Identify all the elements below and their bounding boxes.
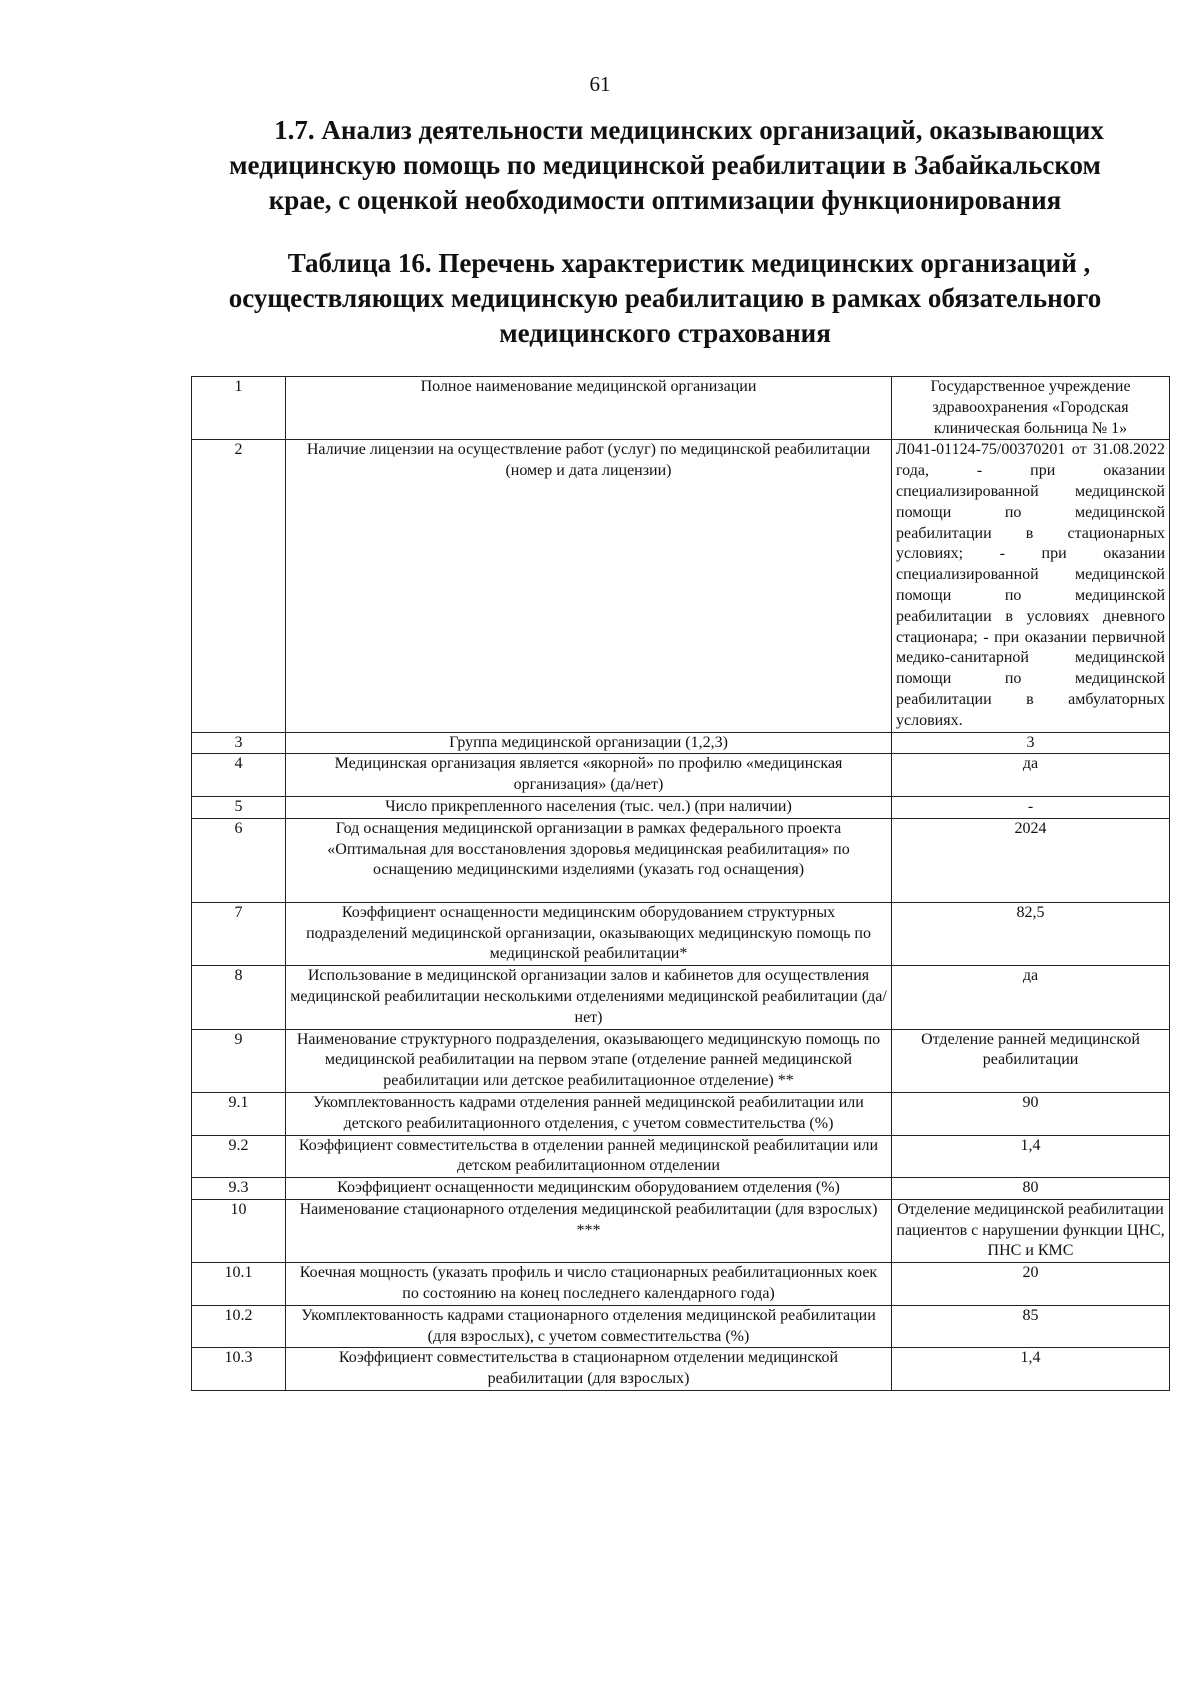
- row-label: Наименование структурного подразделения, оказывающего медицинскую помощь по медицинской реабилитации на первом этапе (отделение ранней медицинской реабилитации или детское реабилитационное отделение) **: [286, 1029, 892, 1092]
- row-label: Укомплектованность кадрами отделения ранней медицинской реабилитации или детского реабилитационного отделения, с учетом совместительства (%): [286, 1092, 892, 1135]
- row-label: Число прикрепленного населения (тыс. чел.) (при наличии): [286, 796, 892, 818]
- row-value: 82,5: [892, 902, 1170, 965]
- row-number: 9: [192, 1029, 286, 1092]
- row-number: 10.3: [192, 1348, 286, 1391]
- row-value: 90: [892, 1092, 1170, 1135]
- row-value: -: [892, 796, 1170, 818]
- characteristics-table: [191, 376, 1170, 1391]
- row-number: 10: [192, 1199, 286, 1262]
- table-row: [192, 440, 1170, 732]
- row-label: Наименование стационарного отделения медицинской реабилитации (для взрослых) ***: [286, 1199, 892, 1262]
- table-title: [200, 246, 1130, 351]
- row-label: Укомплектованность кадрами стационарного отделения медицинской реабилитации (для взрослых), с учетом совместительства (%): [286, 1305, 892, 1348]
- row-number: 5: [192, 796, 286, 818]
- table-row: [192, 1199, 1170, 1262]
- row-value: 3: [892, 732, 1170, 754]
- table-row: [192, 377, 1170, 440]
- row-value: Отделение медицинской реабилитации пациентов с нарушении функции ЦНС, ПНС и КМС: [892, 1199, 1170, 1262]
- table-row: [192, 1092, 1170, 1135]
- row-label: Коечная мощность (указать профиль и число стационарных реабилитационных коек по состоянию на конец последнего календарного года): [286, 1263, 892, 1306]
- row-value: 80: [892, 1178, 1170, 1200]
- row-number: 7: [192, 902, 286, 965]
- row-label: Полное наименование медицинской организации: [286, 377, 892, 440]
- row-label: Коэффициент совместительства в стационарном отделении медицинской реабилитации (для взрослых): [286, 1348, 892, 1391]
- row-label: Использование в медицинской организации залов и кабинетов для осуществления медицинской реабилитации несколькими отделениями медицинской реабилитации (да/нет): [286, 966, 892, 1029]
- table-row: [192, 1178, 1170, 1200]
- row-number: 3: [192, 732, 286, 754]
- row-value: 2024: [892, 818, 1170, 902]
- row-value: 1,4: [892, 1135, 1170, 1178]
- table-row: [192, 818, 1170, 902]
- row-value: 1,4: [892, 1348, 1170, 1391]
- row-label: Медицинская организация является «якорной» по профилю «медицинская организация» (да/нет): [286, 754, 892, 797]
- row-value: Л041-01124-75/00370201 от 31.08.2022 года, - при оказании специализированной медицинской помощи по медицинской реабилитации в стационарных условиях; - при оказании специализированной медицинской помощи по медицинской реабилитации в условиях дневного стационара; - при оказании первичной медико-санитарной медицинской помощи по медицинской реабилитации в амбулаторных условиях.: [892, 440, 1170, 732]
- row-number: 1: [192, 377, 286, 440]
- row-number: 2: [192, 440, 286, 732]
- row-number: 9.2: [192, 1135, 286, 1178]
- row-label: Наличие лицензии на осуществление работ (услуг) по медицинской реабилитации (номер и дата лицензии): [286, 440, 892, 732]
- row-number: 8: [192, 966, 286, 1029]
- section-title-text: 1.7. Анализ деятельности медицинских организаций, оказывающих медицинскую помощь по медицинской реабилитации в Забайкальском крае, с оценкой необходимости оптимизации функционирования: [229, 115, 1104, 215]
- row-value: Государственное учреждение здравоохранения «Городская клиническая больница № 1»: [892, 377, 1170, 440]
- table-row: [192, 796, 1170, 818]
- table-row: [192, 754, 1170, 797]
- table-row: [192, 1029, 1170, 1092]
- row-label: Год оснащения медицинской организации в рамках федерального проекта «Оптимальная для восстановления здоровья медицинская реабилитация» по оснащению медицинскими изделиями (указать год оснащения): [286, 818, 892, 902]
- row-number: 6: [192, 818, 286, 902]
- row-value: 20: [892, 1263, 1170, 1306]
- row-label: Коэффициент оснащенности медицинским оборудованием структурных подразделений медицинской организации, оказывающих медицинскую помощь по медицинской реабилитации*: [286, 902, 892, 965]
- table-title-text: Таблица 16. Перечень характеристик медицинских организаций , осуществляющих медицинскую реабилитацию в рамках обязательного медицинского страхования: [228, 248, 1102, 348]
- row-value: да: [892, 754, 1170, 797]
- table-row: [192, 732, 1170, 754]
- row-number: 9.3: [192, 1178, 286, 1200]
- table-row: [192, 966, 1170, 1029]
- table-row: [192, 1348, 1170, 1391]
- section-title: [200, 113, 1130, 218]
- table-row: [192, 1305, 1170, 1348]
- row-number: 10.2: [192, 1305, 286, 1348]
- row-label: Группа медицинской организации (1,2,3): [286, 732, 892, 754]
- row-value: Отделение ранней медицинской реабилитации: [892, 1029, 1170, 1092]
- row-value: да: [892, 966, 1170, 1029]
- table-row: [192, 1135, 1170, 1178]
- row-label: Коэффициент оснащенности медицинским оборудованием отделения (%): [286, 1178, 892, 1200]
- row-value: 85: [892, 1305, 1170, 1348]
- row-number: 9.1: [192, 1092, 286, 1135]
- row-label: Коэффициент совместительства в отделении ранней медицинской реабилитации или детском реабилитационном отделении: [286, 1135, 892, 1178]
- row-number: 10.1: [192, 1263, 286, 1306]
- page-number: 61: [589, 72, 611, 96]
- row-number: 4: [192, 754, 286, 797]
- table-row: [192, 1263, 1170, 1306]
- table-row: [192, 902, 1170, 965]
